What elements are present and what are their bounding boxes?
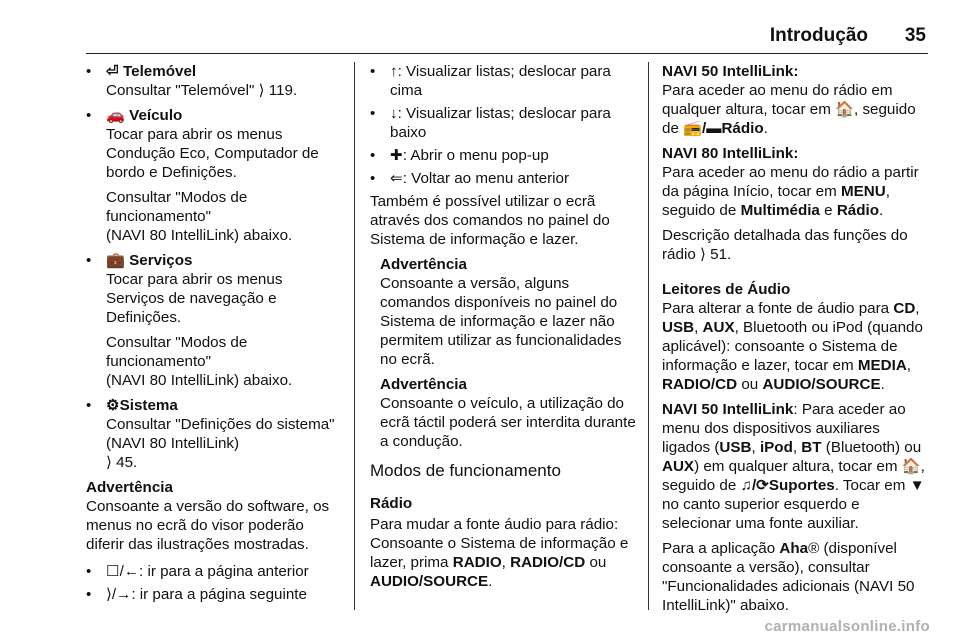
warning-box	[370, 375, 636, 451]
list-item-popup: • ✚: Abrir o menu pop-up	[370, 146, 636, 165]
aha-text: Para a aplicação Aha® (disponível consoante a versão), consultar "Funcionalidades adicionais (NAVI 50 IntelliLink)" abaixo.	[662, 540, 915, 614]
warning-title: Advertência	[380, 256, 467, 273]
home-icon: 🏠	[901, 458, 921, 475]
item-title: Sistema	[119, 397, 178, 414]
list-item-prev: • ☐/←: ir para a página anterior	[86, 562, 344, 581]
list-item	[86, 251, 344, 390]
list-item-down: • ↓: Visualizar listas; deslocar para baixo	[370, 104, 636, 142]
list-item-back: • ⇐: Voltar ao menu anterior	[370, 169, 636, 188]
item-text: Consultar "Modos de funcionamento" (NAVI 80 IntelliLink) abaixo.	[106, 334, 293, 389]
list-item-up: • ↑: Visualizar listas; deslocar para cima	[370, 62, 636, 100]
item-title: Telemóvel	[122, 63, 197, 80]
navi80-text: Para aceder ao menu do rádio a partir da página Início, tocar em MENU, seguido de Multimédia e Rádio.	[662, 164, 919, 219]
column-middle	[370, 62, 636, 597]
warning-box	[86, 478, 344, 554]
column-right	[662, 62, 932, 621]
radio-icon: 📻/▬Rádio	[683, 120, 764, 137]
section-heading: Modos de funcionamento	[370, 461, 561, 480]
media-icon: ♫/⟳Suportes	[740, 477, 835, 494]
navi50-aux-text: NAVI 50 IntelliLink: Para aceder ao menu dos dispositivos auxiliares ligados (USB, iPod, BT (Bluetooth) ou AUX) em qualquer altura, tocar em 🏠, seguido de ♫/⟳Suportes. Tocar em ▼ no canto superior esquerdo e selecionar uma fonte auxiliar.	[662, 401, 925, 532]
warning-text: Consoante o veículo, a utilização do ecrã táctil poderá ser interdita durante a condução.	[380, 395, 636, 450]
list-item-next: • ⟩/→: ir para a página seguinte	[86, 585, 344, 604]
column-divider	[648, 62, 649, 610]
page-header	[86, 6, 928, 54]
subsection-title: NAVI 80 IntelliLink:	[662, 145, 799, 162]
warning-title: Advertência	[380, 376, 467, 393]
item-title: Serviços	[129, 252, 193, 269]
column-left	[86, 62, 344, 608]
subsection-title: Leitores de Áudio	[662, 281, 791, 298]
item-text: Consultar "Telemóvel" ⟩ 119.	[106, 82, 298, 99]
home-icon: 🏠	[835, 101, 854, 118]
intro-text: Também é possível utilizar o ecrã através dos comandos no painel do Sistema de informação e lazer.	[370, 193, 610, 248]
item-text: Consultar "Modos de funcionamento" (NAVI 80 IntelliLink) abaixo.	[106, 189, 293, 244]
leitores-text: Para alterar a fonte de áudio para CD, USB, AUX, Bluetooth ou iPod (quando aplicável): consoante o Sistema de informação e lazer, tocar em MEDIA, RADIO/CD ou AUDIO/SOURCE.	[662, 300, 923, 393]
radio-text: Para mudar a fonte áudio para rádio: Consoante o Sistema de informação e lazer, prima RADIO, RADIO/CD ou AUDIO/SOURCE.	[370, 516, 629, 590]
navi50-text: Para aceder ao menu do rádio em qualquer altura, tocar em 🏠, seguido de 📻/▬Rádio.	[662, 82, 916, 137]
list-item	[86, 62, 344, 100]
warning-text: Consoante a versão, alguns comandos disponíveis no painel do Sistema de informação e lazer não permitem utilizar as funcionalidades no ecrã.	[380, 275, 622, 368]
description-text: Descrição detalhada das funções do rádio ⟩ 51.	[662, 227, 908, 263]
subsection-title: Rádio	[370, 495, 413, 512]
item-title: Veículo	[129, 107, 183, 124]
list-item	[86, 396, 344, 472]
phone-icon: ⏎	[106, 63, 119, 80]
watermark: carmanualsonline.info	[764, 618, 930, 635]
page-title: Introdução	[769, 25, 868, 46]
item-text: Tocar para abrir os menus Serviços de navegação e Definições.	[106, 271, 283, 326]
page-number: 35	[904, 25, 926, 46]
item-text: Consultar "Definições do sistema" (NAVI 80 IntelliLink) ⟩ 45.	[106, 416, 335, 471]
warning-text: Consoante a versão do software, os menus no ecrã do visor poderão diferir das ilustrações mostradas.	[86, 498, 330, 553]
gear-icon: ⚙	[106, 397, 120, 414]
item-text: Tocar para abrir os menus Condução Eco, Computador de bordo e Definições.	[106, 126, 319, 181]
warning-title: Advertência	[86, 479, 173, 496]
warning-box	[370, 255, 636, 369]
column-divider	[354, 62, 355, 610]
list-item	[86, 106, 344, 245]
subsection-title: NAVI 50 IntelliLink:	[662, 63, 799, 80]
briefcase-icon: 💼	[106, 252, 125, 269]
car-icon: 🚗	[106, 107, 125, 124]
